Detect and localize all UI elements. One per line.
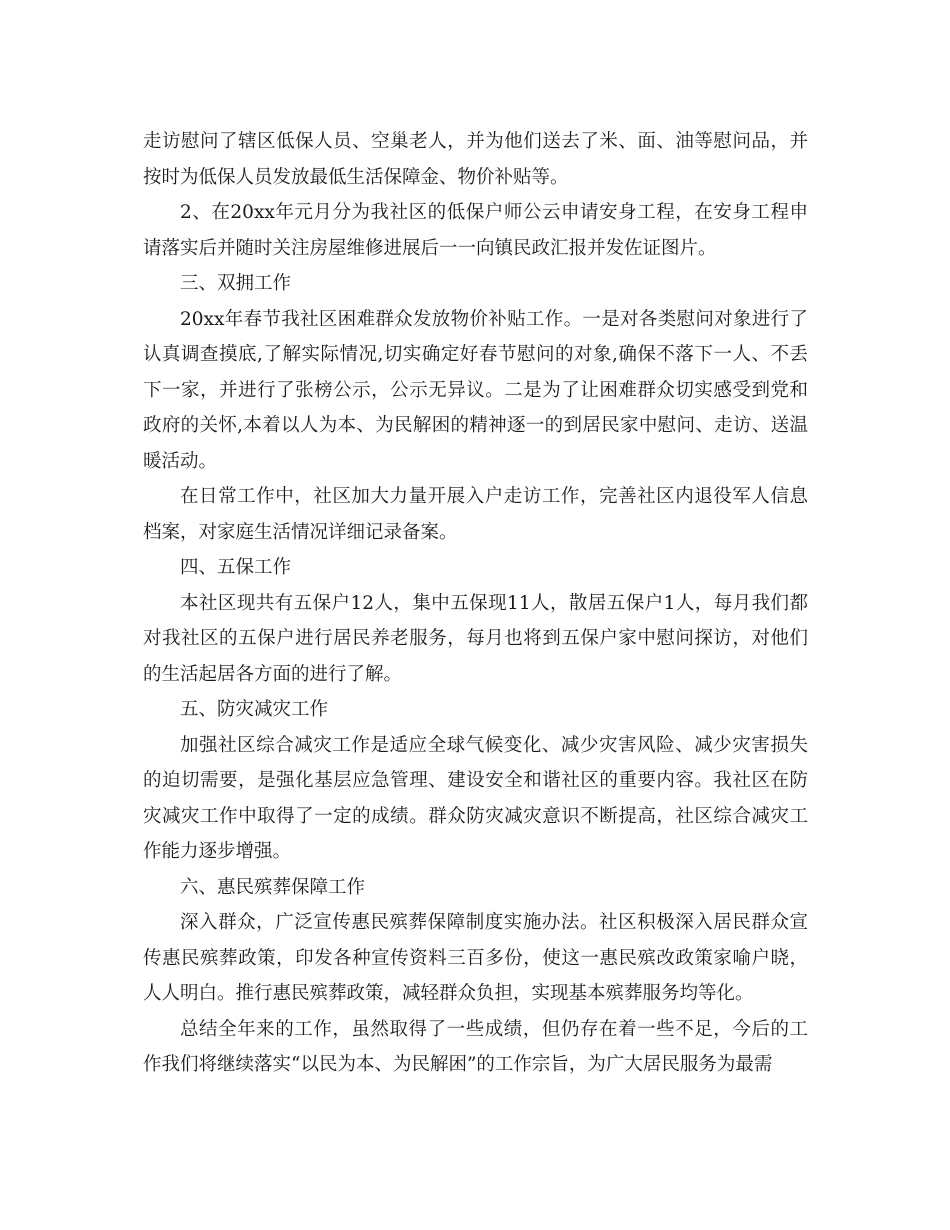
section-heading-funeral-support: 六、惠民殡葬保障工作 (180, 876, 366, 898)
paragraph-daily-visits: 在日常工作中，社区加大力量开展入户走访工作，完善社区内退役军人信息档案，对家庭生活情况详细记录备案。 (143, 486, 808, 543)
paragraph-summary: 总结全年来的工作，虽然取得了一些成绩，但仍存在着一些不足，今后的工作我们将继续落实“以民为本、为民解困”的工作宗旨，为广大居民服务为最需 (143, 1018, 808, 1075)
section-heading-five-guarantees: 四、五保工作 (180, 557, 292, 578)
paragraph-disaster-reduction: 加强社区综合减灾工作是适应全球气候变化、减少灾害风险、减少灾害损失的迫切需要，是强化基层应急管理、建设安全和谐社区的重要内容。我社区在防灾减灾工作中取得了一定的成绩。群众防灾减灾意识不断提高，社区综合减灾工作能力逐步增强。 (143, 734, 808, 862)
paragraph-item-2: 2、在20xx年元月分为我社区的低保户师公云申请安身工程，在安身工程申请落实后并随时关注房屋维修进展后一一向镇民政汇报并发佐证图片。 (143, 202, 808, 259)
section-heading-disaster-prevention: 五、防灾减灾工作 (180, 699, 329, 720)
paragraph-funeral-policy: 深入群众，广泛宣传惠民殡葬保障制度实施办法。社区积极深入居民群众宣传惠民殡葬政策，印发各种宣传资料三百多份，使这一惠民殡改政策家喻户晓，人人明白。推行惠民殡葬政策，减轻群众负担，实现基本殡葬服务均等化。 (143, 912, 808, 1004)
section-heading-double-support: 三、双拥工作 (180, 273, 292, 294)
paragraph-spring-festival-subsidy: 20xx年春节我社区困难群众发放物价补贴工作。一是对各类慰问对象进行了认真调查摸底,了解实际情况,切实确定好春节慰问的对象,确保不落下一人、不丢下一家，并进行了张榜公示，公示无异议。二是为了让困难群众切实感受到党和政府的关怀,本着以人为本、为民解困的精神逐一的到居民家中慰问、走访、送温暖活动。 (143, 308, 808, 472)
paragraph-five-guarantee-households: 本社区现共有五保户12人，集中五保现11人，散居五保户1人，每月我们都对我社区的五保户进行居民养老服务，每月也将到五保户家中慰问探访，对他们的生活起居各方面的进行了解。 (143, 592, 808, 685)
paragraph-continuation: 走访慰问了辖区低保人员、空巢老人，并为他们送去了米、面、油等慰问品，并按时为低保人员发放最低生活保障金、物价补贴等。 (143, 131, 808, 188)
document-body (143, 124, 808, 1083)
